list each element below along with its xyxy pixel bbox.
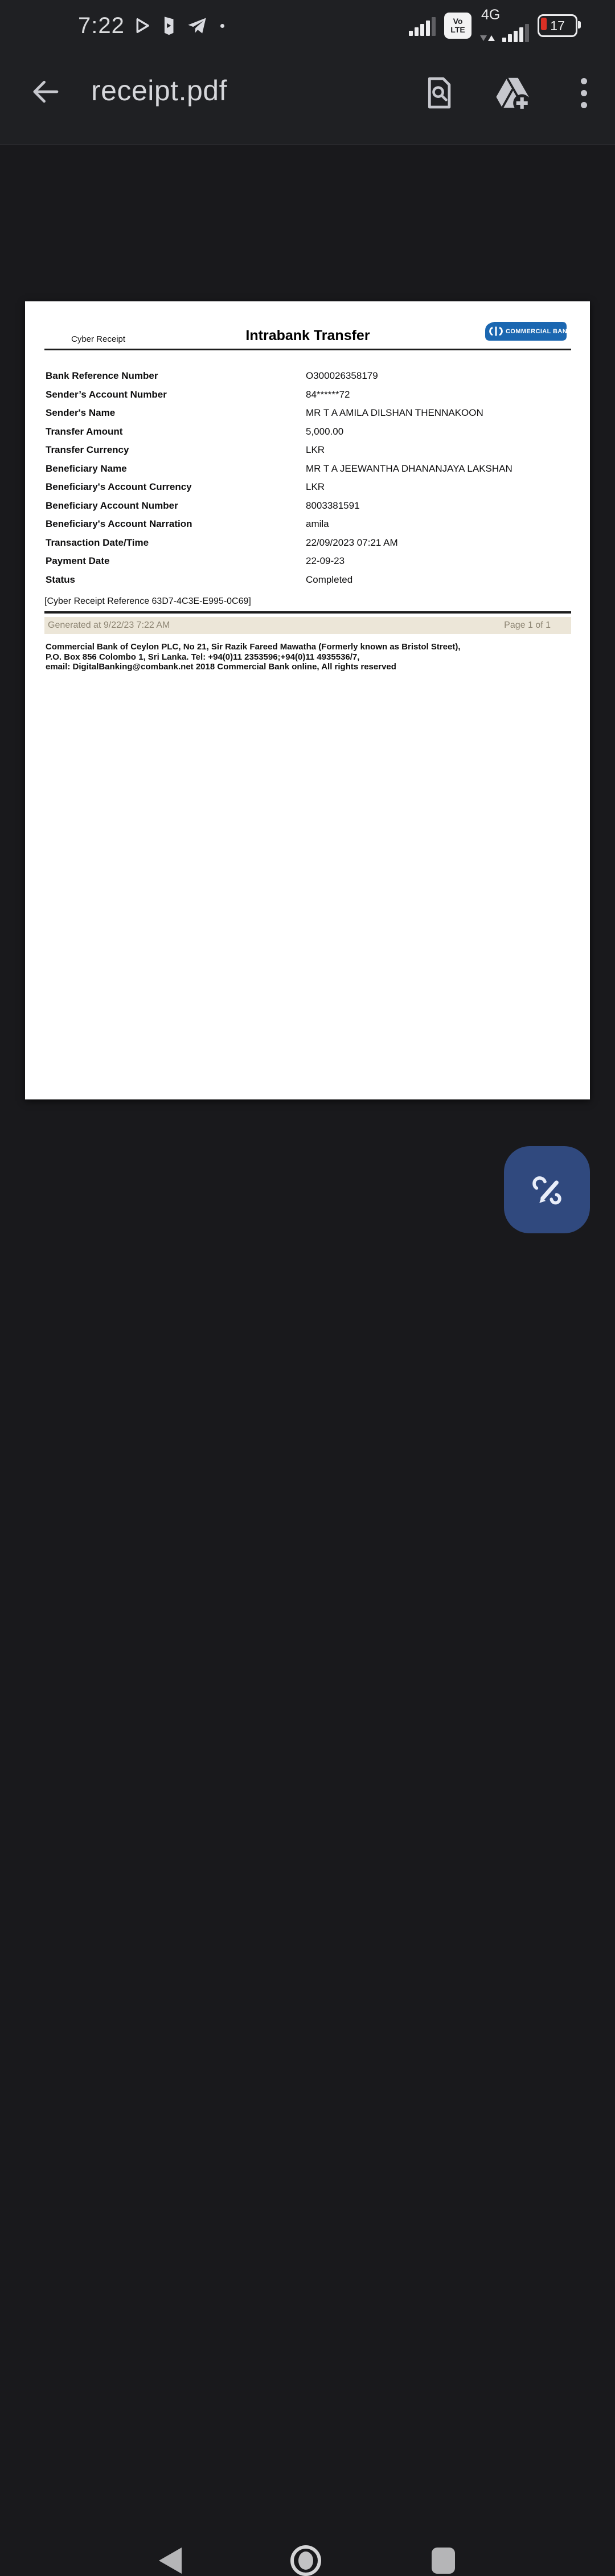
volte-badge-icon <box>444 13 472 39</box>
field-value: 8003381591 <box>306 500 360 511</box>
footer-divider <box>44 611 571 614</box>
overflow-menu-button[interactable] <box>565 74 602 112</box>
receipt-row <box>46 404 572 423</box>
signal-strength-icon <box>409 15 436 36</box>
status-bar <box>0 0 615 51</box>
receipt-row <box>46 497 572 516</box>
field-label: Bank Reference Number <box>46 370 158 382</box>
field-label: Transfer Currency <box>46 444 129 456</box>
receipt-row <box>46 441 572 460</box>
receipt-reference: [Cyber Receipt Reference 63D7-4C3E-E995-0C69] <box>44 596 251 606</box>
generated-at-label: Generated at 9/22/23 7:22 AM <box>48 620 170 630</box>
volte-bottom-label: LTE <box>450 25 465 34</box>
back-button[interactable] <box>25 72 65 112</box>
field-value: MR T A JEEWANTHA DHANANJAYA LAKSHAN <box>306 463 512 474</box>
receipt-row <box>46 552 572 571</box>
receipt-row <box>46 423 572 441</box>
clock: 7:22 <box>78 13 125 38</box>
field-value: LKR <box>306 481 325 493</box>
document-title: receipt.pdf <box>91 75 227 107</box>
battery-percent-label: 17 <box>550 18 565 33</box>
top-chrome <box>0 0 615 145</box>
find-in-document-button[interactable] <box>420 74 458 112</box>
field-label: Beneficiary's Account Currency <box>46 481 192 493</box>
address-line: Commercial Bank of Ceylon PLC, No 21, Sir Razik Fareed Mawatha (Formerly known as Bristol Street), <box>46 642 461 652</box>
receipt-fields <box>46 367 572 589</box>
field-label: Payment Date <box>46 555 110 567</box>
page-indicator: Page 1 of 1 <box>504 620 551 630</box>
pdf-page[interactable] <box>25 301 590 1099</box>
receipt-row <box>46 571 572 590</box>
nav-back-button[interactable] <box>159 2548 182 2574</box>
bank-logo-label: COMMERCIAL BANK <box>506 328 572 335</box>
field-value: 22-09-23 <box>306 555 345 567</box>
receipt-row <box>46 534 572 553</box>
nav-home-button[interactable] <box>290 2545 321 2576</box>
app-notification-icon <box>160 16 177 35</box>
field-value: 84******72 <box>306 389 350 400</box>
field-value: 22/09/2023 07:21 AM <box>306 537 398 548</box>
more-notifications-dot <box>220 24 224 28</box>
field-label: Beneficiary's Account Narration <box>46 518 192 530</box>
generated-bar <box>44 617 571 634</box>
annotate-fab-button[interactable] <box>504 1146 590 1233</box>
field-value: 5,000.00 <box>306 426 344 437</box>
receipt-row <box>46 460 572 479</box>
battery-icon <box>538 14 577 37</box>
data-activity-arrows-icon <box>480 35 495 41</box>
doc-type-label: Cyber Receipt <box>71 334 126 344</box>
field-value: amila <box>306 518 329 530</box>
volte-top-label: Vo <box>453 17 463 26</box>
navigation-bar <box>0 1265 615 1333</box>
bank-address-block <box>46 642 572 672</box>
field-label: Transaction Date/Time <box>46 537 149 548</box>
receipt-row <box>46 386 572 404</box>
arrow-back-icon <box>29 76 61 108</box>
field-label: Transfer Amount <box>46 426 123 437</box>
home-icon <box>298 2552 313 2570</box>
field-label: Beneficiary Account Number <box>46 500 178 511</box>
field-label: Beneficiary Name <box>46 463 127 474</box>
field-label: Sender’s Account Number <box>46 389 167 400</box>
field-value: LKR <box>306 444 325 456</box>
receipt-row <box>46 367 572 386</box>
more-vert-icon <box>581 78 587 108</box>
mobile-data-4g-icon <box>480 9 529 42</box>
field-value: Completed <box>306 574 353 585</box>
address-line: email: DigitalBanking@combank.net 2018 Commercial Bank online, All rights reserved <box>46 662 396 672</box>
nav-recents-button[interactable] <box>432 2548 455 2574</box>
find-in-document-icon <box>423 75 456 111</box>
network-type-label: 4G <box>481 7 501 23</box>
address-line: P.O. Box 856 Colombo 1, Sri Lanka. Tel: +94(0)11 2353596;+94(0)11 4935536/7, <box>46 652 360 662</box>
drive-add-icon <box>495 76 530 110</box>
add-to-drive-button[interactable] <box>494 74 531 112</box>
telegram-notification-icon <box>187 17 207 34</box>
field-label: Sender's Name <box>46 407 116 419</box>
receipt-row <box>46 515 572 534</box>
field-value: MR T A AMILA DILSHAN THENNAKOON <box>306 407 483 419</box>
field-label: Status <box>46 574 75 585</box>
stylus-signature-icon <box>525 1168 569 1212</box>
receipt-row <box>46 478 572 497</box>
field-value: O300026358179 <box>306 370 378 382</box>
app-bar <box>0 51 615 144</box>
battery-level-fill <box>541 18 547 30</box>
receipt-title: Intrabank Transfer <box>245 328 370 344</box>
play-store-notification-icon <box>135 17 150 34</box>
commercial-bank-logo <box>485 322 572 341</box>
header-divider <box>44 349 571 350</box>
